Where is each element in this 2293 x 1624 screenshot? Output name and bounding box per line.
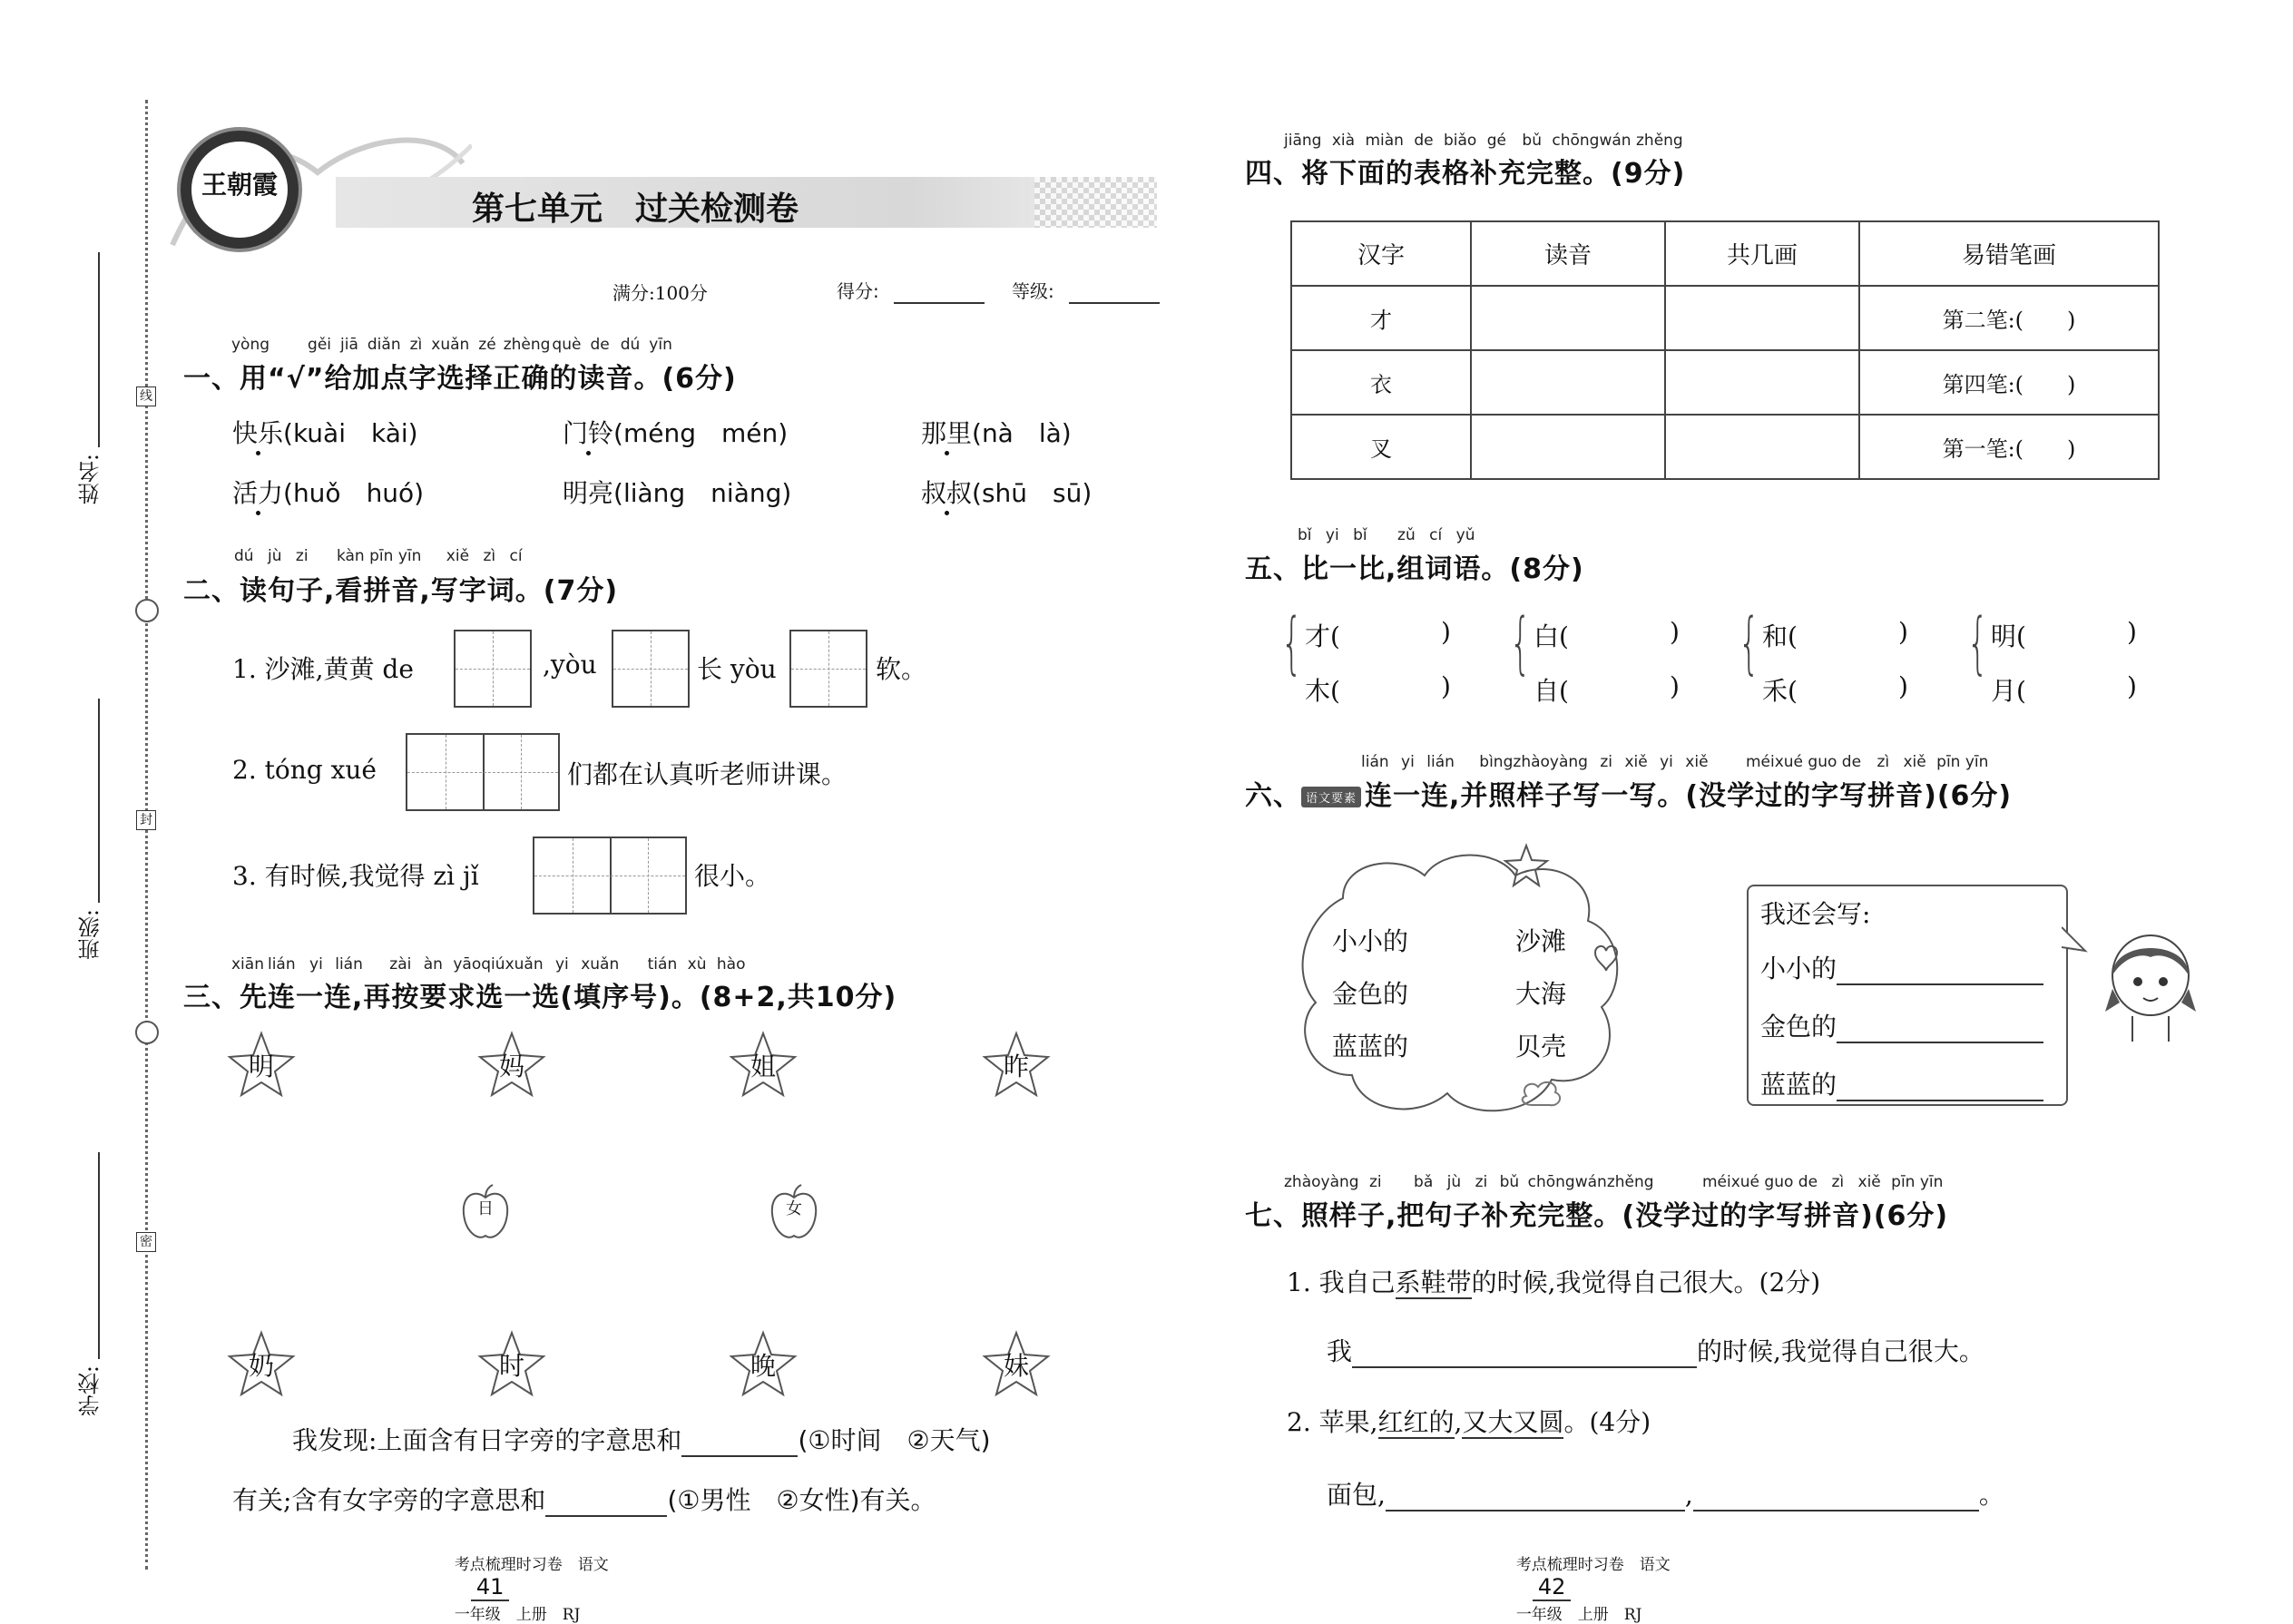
apple-card[interactable]: 日: [458, 1183, 513, 1243]
apple-card[interactable]: 女: [767, 1183, 821, 1243]
q7-example-1: 1. 我自己系鞋带的时候,我觉得自己很大。(2分): [1287, 1267, 1821, 1297]
bubble-title: 我还会写:: [1760, 899, 1871, 929]
speech-tail: [2062, 924, 2089, 960]
table-header-row: [1291, 221, 2159, 286]
seal-char-box: 封: [136, 810, 156, 830]
q1-item[interactable]: 那里(nà là): [921, 418, 1072, 448]
name-field[interactable]: [98, 252, 100, 447]
connect-right-word[interactable]: 贝壳: [1515, 1032, 1567, 1061]
class-label: 班级:: [78, 909, 103, 961]
star-card[interactable]: 奶: [227, 1330, 296, 1399]
table-header: 读音: [1471, 221, 1665, 286]
table-cell-input[interactable]: [1471, 350, 1665, 415]
q1-item[interactable]: 门铃(méng mén): [563, 418, 789, 448]
girl-illustration: [2105, 925, 2196, 1043]
table-cell-char: 衣: [1291, 350, 1471, 415]
q7-example-2: 2. 苹果,红红的,又大又圆。(4分): [1287, 1407, 1651, 1437]
answer-blank[interactable]: [681, 1425, 798, 1457]
banner-checker: [1034, 177, 1157, 228]
table-cell-hint[interactable]: 第一笔:( ): [1859, 415, 2159, 479]
q4-title: 四、将下面的表格补充完整。(9分): [1245, 158, 1686, 190]
q2-s3-text: 3. 有时候,我觉得 zì jǐ: [232, 861, 479, 891]
binding-ornament-icon: [135, 599, 159, 622]
class-field[interactable]: [98, 699, 100, 903]
page-number: 41: [471, 1574, 510, 1601]
binding-ornament-icon: [135, 1021, 159, 1044]
connect-left-word[interactable]: 蓝蓝的: [1332, 1032, 1409, 1061]
q1-item[interactable]: 活力(huǒ huó): [232, 478, 425, 508]
page-number: 42: [1533, 1574, 1572, 1601]
brace-icon: {: [1280, 604, 1303, 682]
full-score: 满分:100分: [612, 282, 708, 304]
writing-grid-box[interactable]: [454, 630, 532, 708]
table-cell-hint[interactable]: 第四笔:( ): [1859, 350, 2159, 415]
bubble-item: 蓝蓝的: [1760, 1065, 2043, 1101]
star-card[interactable]: 妈: [477, 1031, 546, 1100]
paren-close: ): [1898, 671, 1908, 701]
table-cell-input[interactable]: [1471, 415, 1665, 479]
paren-close: ): [2127, 617, 2137, 647]
answer-blank[interactable]: [1837, 1012, 2043, 1043]
q1-item[interactable]: 快乐(kuài kài): [232, 418, 418, 448]
q2-pinyin: dú jù zi kàn pīn yīn xiě zì cí: [234, 547, 523, 565]
bubble-item: 小小的: [1760, 949, 2043, 985]
q2-s1-text: 长 yòu: [697, 654, 777, 684]
q2-s1-text: ,yòu: [543, 650, 597, 680]
q5-pinyin: bǐ yi bǐ zǔ cí yǔ: [1298, 526, 1475, 544]
score-field[interactable]: [894, 302, 985, 304]
page-title: 第七单元 过关检测卷: [472, 191, 799, 228]
table-row: [1291, 286, 2159, 350]
q5-pair-top[interactable]: 白(: [1534, 621, 1569, 651]
paren-close: ): [1670, 671, 1680, 701]
paren-close: ): [1441, 671, 1451, 701]
writing-grid-box[interactable]: [612, 630, 690, 708]
footer-right: 考点梳理时习卷 语文 42 一年级 上册 RJ: [1515, 1556, 1671, 1624]
star-card[interactable]: 明: [227, 1031, 296, 1100]
brace-icon: {: [1966, 604, 1989, 682]
table-header: 易错笔画: [1859, 221, 2159, 286]
answer-blank[interactable]: [1837, 1070, 2043, 1101]
star-card[interactable]: 晚: [729, 1330, 798, 1399]
star-card[interactable]: 妹: [982, 1330, 1051, 1399]
name-label: 姓名:: [78, 454, 103, 505]
q2-s2-text: 2. tóng xué: [232, 755, 377, 785]
school-field[interactable]: [98, 1152, 100, 1359]
paren-close: ): [1898, 617, 1908, 647]
q5-pair-bottom[interactable]: 木(: [1305, 676, 1340, 706]
q7-answer-1: 我 的时候,我觉得自己很大。: [1327, 1336, 1984, 1366]
q1-item[interactable]: 叔叔(shū sū): [921, 478, 1093, 508]
answer-blank[interactable]: [1693, 1480, 1979, 1511]
q2-s1-text: 1. 沙滩,黄黄 de: [232, 654, 414, 684]
grade-field[interactable]: [1069, 302, 1160, 304]
q4-pinyin: jiāng xià miàn de biǎo gé bǔ chōngwán zhěng: [1284, 132, 1683, 150]
footer-left: 考点梳理时习卷 语文 41 一年级 上册 RJ: [454, 1556, 609, 1624]
table-cell-input[interactable]: [1665, 286, 1859, 350]
table-row: [1291, 350, 2159, 415]
paren-close: ): [1670, 617, 1680, 647]
element-tag-badge: 语文要素: [1301, 787, 1361, 807]
q4-table: [1290, 220, 2160, 480]
q2-s1-text: 软。: [876, 654, 927, 684]
writing-grid-box[interactable]: [533, 836, 687, 915]
brace-icon: {: [1509, 604, 1532, 682]
q2-title: 二、读句子,看拼音,写字词。(7分): [183, 575, 619, 607]
seal-char-box: 线: [136, 386, 156, 406]
star-card[interactable]: 姐: [729, 1031, 798, 1100]
q5-pair-top[interactable]: 才(: [1305, 621, 1340, 651]
connect-right-word[interactable]: 沙滩: [1515, 926, 1567, 956]
brand-seal-logo: 王朝霞: [177, 127, 302, 252]
table-cell-input[interactable]: [1665, 415, 1859, 479]
table-cell-char: 才: [1291, 286, 1471, 350]
table-cell-hint[interactable]: 第二笔:( ): [1859, 286, 2159, 350]
connect-left-word[interactable]: 小小的: [1332, 926, 1409, 956]
star-card[interactable]: 昨: [982, 1031, 1051, 1100]
q3-title: 三、先连一连,再按要求选一选(填序号)。(8+2,共10分): [183, 982, 897, 1013]
q5-pair-top[interactable]: 和(: [1762, 621, 1798, 651]
table-cell-input[interactable]: [1665, 350, 1859, 415]
brace-icon: {: [1738, 604, 1760, 682]
answer-blank[interactable]: [1837, 954, 2043, 985]
grade-label: 等级:: [1012, 280, 1054, 302]
q5-title: 五、比一比,组词语。(8分): [1245, 553, 1584, 585]
paren-close: ): [1441, 617, 1451, 647]
binding-dotted-line: [145, 100, 148, 1570]
bubble-item: 金色的: [1760, 1007, 2043, 1043]
q5-pair-bottom[interactable]: 禾(: [1762, 676, 1798, 706]
score-label: 得分:: [837, 280, 879, 302]
q5-pair-top[interactable]: 明(: [1991, 621, 2026, 651]
q7-title: 七、照样子,把句子补充完整。(没学过的字写拼音)(6分): [1245, 1200, 1949, 1232]
table-header: 共几画: [1665, 221, 1859, 286]
table-cell-input[interactable]: [1471, 286, 1665, 350]
writing-grid-box[interactable]: [406, 733, 560, 811]
q3-pinyin: xiān lián yi lián zài àn yāoqiúxuǎn yi xuǎn tián xù hào: [231, 955, 746, 973]
answer-blank[interactable]: [545, 1485, 667, 1517]
writing-grid-box[interactable]: [789, 630, 867, 708]
q7-answer-2: 面包, , 。: [1327, 1480, 2004, 1510]
q6-title: 六、 语文要素 连一连,并照样子写一写。(没学过的字写拼音)(6分): [1245, 780, 2013, 812]
q5-pair-bottom[interactable]: 月(: [1991, 676, 2026, 706]
school-label: 学校:: [78, 1365, 103, 1417]
q3-finding-text: 我发现:上面含有日字旁的字意思和 (①时间 ②天气): [292, 1425, 991, 1455]
connect-right-word[interactable]: 大海: [1515, 979, 1567, 1009]
answer-blank[interactable]: [1352, 1336, 1697, 1368]
q2-s2-text: 们都在认真听老师讲课。: [567, 759, 848, 789]
q7-pinyin: zhàoyàng zi bǎ jù zi bǔ chōngwánzhěng méixué guo de zì xiě pīn yīn: [1284, 1173, 1944, 1191]
q1-title: 一、用“√”给加点字选择正确的读音。(6分): [183, 363, 737, 395]
seal-char-box: 密: [136, 1232, 156, 1252]
connect-left-word[interactable]: 金色的: [1332, 979, 1409, 1009]
star-card[interactable]: 时: [477, 1330, 546, 1399]
q1-pinyin: yòng gěi jiā diǎn zì xuǎn zé zhèng què de dú yīn: [231, 336, 672, 354]
q2-s3-text: 很小。: [694, 861, 771, 891]
answer-blank[interactable]: [1386, 1480, 1685, 1511]
q6-pinyin: lián yi lián bìngzhàoyàng zi xiě yi xiě méixué guo de zì xiě pīn yīn: [1361, 753, 1989, 771]
q3-finding-text: 有关;含有女字旁的字意思和 (①男性 ②女性)有关。: [232, 1485, 936, 1515]
q5-pair-bottom[interactable]: 自(: [1534, 676, 1569, 706]
paren-close: ): [2127, 671, 2137, 701]
table-row: [1291, 415, 2159, 479]
table-cell-char: 叉: [1291, 415, 1471, 479]
q1-item[interactable]: 明亮(liàng niàng): [563, 478, 792, 508]
table-header: 汉字: [1291, 221, 1471, 286]
